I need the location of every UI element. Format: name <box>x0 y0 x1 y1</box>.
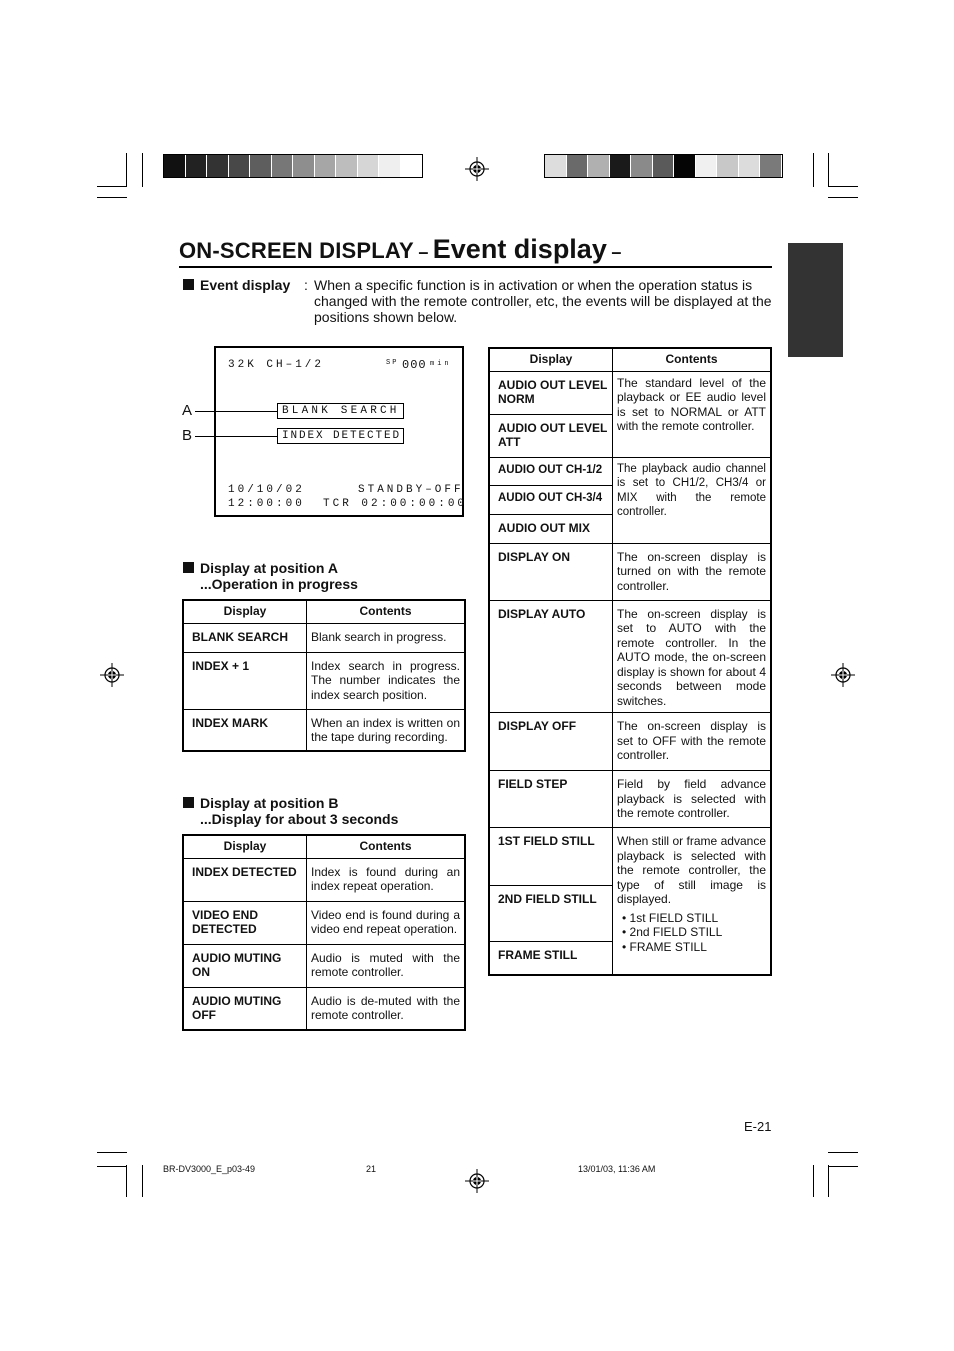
col-contents: Contents <box>307 835 466 858</box>
color-bar-strip-left <box>163 154 423 178</box>
screen-sp: SP <box>386 359 399 367</box>
contents-cell: Index search in progress. The number indicates the index search position. <box>307 652 466 709</box>
square-bullet-icon <box>183 797 194 808</box>
color-bar-swatch <box>315 155 337 177</box>
title-main: ON-SCREEN DISPLAY <box>179 238 414 263</box>
table-header-row <box>489 348 771 371</box>
table-header-row <box>183 600 465 623</box>
page-title <box>179 234 621 265</box>
table-row <box>489 371 771 414</box>
display-cell: 2ND FIELD STILL <box>489 886 613 942</box>
table-row <box>183 858 465 901</box>
leader-line-b <box>195 436 277 437</box>
contents-cell: Video end is found during a video end repeat operation. <box>307 901 466 944</box>
display-cell: DISPLAY AUTO <box>489 600 613 713</box>
display-cell: AUDIO OUT LEVEL NORM <box>489 371 613 414</box>
color-bar-strip-right <box>544 154 783 178</box>
registration-target-icon <box>465 157 489 181</box>
section-b-heading-1: Display at position B <box>200 795 339 811</box>
label-b: B <box>182 427 193 444</box>
section-a-heading-2: ...Operation in progress <box>200 576 358 592</box>
display-cell: INDEX MARK <box>183 709 307 751</box>
color-bar-swatch <box>164 155 186 177</box>
color-bar-swatch <box>588 155 610 177</box>
still-contents-text: When still or frame advance playback is selected with the remote controller, the type of still image is displayed. <box>617 834 766 906</box>
contents-cell <box>613 828 772 975</box>
contents-cell: Audio is muted with the remote controller. <box>307 944 466 987</box>
color-bar-swatch <box>336 155 358 177</box>
event-display-table <box>488 347 772 976</box>
screen-standby: STANDBY–OFF <box>358 484 464 496</box>
section-b-heading-2: ...Display for about 3 seconds <box>200 811 399 827</box>
table-row <box>489 543 771 600</box>
section-a-heading-1: Display at position A <box>200 560 338 576</box>
contents-cell: Audio is de-muted with the remote controller. <box>307 987 466 1030</box>
list-item: • 2nd FIELD STILL <box>622 925 723 939</box>
screen-position-b-box: INDEX DETECTED <box>277 428 404 444</box>
footer-date: 13/01/03, 11:36 AM <box>578 1164 656 1174</box>
col-display: Display <box>183 835 307 858</box>
color-bar-swatch <box>653 155 675 177</box>
contents-cell: Index is found during an index repeat operation. <box>307 858 466 901</box>
title-sub: Event display <box>432 234 607 264</box>
table-row <box>489 457 771 485</box>
contents-cell: The standard level of the playback or EE audio level is set to NORMAL or ATT with the remote controller. <box>613 371 772 457</box>
position-b-table <box>182 834 466 1031</box>
contents-cell: The playback audio channel is set to CH1/2, CH3/4 or MIX with the remote controller. <box>613 457 772 543</box>
screen-tcr: TCR 02:00:00:00 <box>323 498 468 510</box>
color-bar-swatch <box>696 155 718 177</box>
display-cell: INDEX + 1 <box>183 652 307 709</box>
registration-target-icon <box>100 663 124 687</box>
col-contents: Contents <box>307 600 466 623</box>
label-a: A <box>182 402 193 419</box>
section-a-heading <box>183 560 358 592</box>
screen-position-a-box: BLANK SEARCH <box>277 403 404 419</box>
section-tab <box>788 243 843 357</box>
display-cell: AUDIO OUT CH-1/2 <box>489 457 613 485</box>
display-cell: AUDIO OUT LEVEL ATT <box>489 414 613 457</box>
col-display: Display <box>183 600 307 623</box>
color-bar-swatch <box>674 155 696 177</box>
color-bar-swatch <box>631 155 653 177</box>
screen-min: min <box>430 360 452 368</box>
title-underline <box>179 266 772 268</box>
page-number: E-21 <box>744 1119 772 1134</box>
table-row <box>183 623 465 652</box>
display-cell: INDEX DETECTED <box>183 858 307 901</box>
title-dash-left: – <box>418 242 429 262</box>
color-bar-swatch <box>401 155 423 177</box>
intro-colon: : <box>304 277 308 293</box>
display-cell: DISPLAY OFF <box>489 713 613 771</box>
intro-label <box>183 277 290 293</box>
display-cell: 1ST FIELD STILL <box>489 828 613 886</box>
display-cell: VIDEO END DETECTED <box>183 901 307 944</box>
footer-file: BR-DV3000_E_p03-49 <box>163 1164 256 1174</box>
section-b-heading <box>183 795 398 827</box>
color-bar-swatch <box>545 155 567 177</box>
color-bar-swatch <box>207 155 229 177</box>
footer-page: 21 <box>366 1164 377 1174</box>
contents-cell: The on-screen display is set to OFF with the remote controller. <box>613 713 772 771</box>
color-bar-swatch <box>272 155 294 177</box>
title-dash-right: – <box>611 242 622 262</box>
table-row <box>183 652 465 709</box>
still-type-list <box>617 911 766 955</box>
table-row <box>489 713 771 771</box>
color-bar-swatch <box>186 155 208 177</box>
color-bar-swatch <box>739 155 761 177</box>
leader-line-a <box>195 411 277 412</box>
table-row <box>489 771 771 828</box>
color-bar-swatch <box>358 155 380 177</box>
registration-target-icon <box>831 663 855 687</box>
table-row <box>183 709 465 751</box>
col-contents: Contents <box>613 348 772 371</box>
col-display: Display <box>489 348 613 371</box>
color-bar-swatch <box>250 155 272 177</box>
screen-counter: 000 <box>402 358 427 372</box>
contents-cell: When an index is written on the tape during recording. <box>307 709 466 751</box>
contents-cell: The on-screen display is turned on with the remote controller. <box>613 543 772 600</box>
registration-target-icon <box>465 1169 489 1193</box>
color-bar-swatch <box>379 155 401 177</box>
display-cell: AUDIO MUTING ON <box>183 944 307 987</box>
table-row <box>183 901 465 944</box>
display-cell: AUDIO MUTING OFF <box>183 987 307 1030</box>
list-item: • 1st FIELD STILL <box>622 910 719 925</box>
square-bullet-icon <box>183 279 194 290</box>
square-bullet-icon <box>183 562 194 573</box>
list-item: • FRAME STILL <box>622 939 707 954</box>
contents-cell: Blank search in progress. <box>307 623 466 652</box>
display-cell: FIELD STEP <box>489 771 613 828</box>
screen-time: 12:00:00 <box>228 498 305 510</box>
color-bar-swatch <box>760 155 782 177</box>
display-cell: AUDIO OUT MIX <box>489 514 613 543</box>
display-cell: DISPLAY ON <box>489 543 613 600</box>
color-bar-swatch <box>717 155 739 177</box>
display-cell: BLANK SEARCH <box>183 623 307 652</box>
display-cell: AUDIO OUT CH-3/4 <box>489 485 613 514</box>
table-header-row <box>183 835 465 858</box>
color-bar-swatch <box>567 155 589 177</box>
table-row <box>489 828 771 886</box>
color-bar-swatch <box>610 155 632 177</box>
contents-cell: The on-screen display is set to AUTO with the remote controller. In the AUTO mode, the on-screen display is shown for about 4 seconds between mode switches. <box>613 600 772 713</box>
color-bar-swatch <box>229 155 251 177</box>
screen-date: 10/10/02 <box>228 484 305 496</box>
intro-label-text: Event display <box>200 277 291 293</box>
display-cell: FRAME STILL <box>489 942 613 975</box>
screen-top-left: 32K CH–1/2 <box>228 359 325 371</box>
contents-cell: Field by field advance playback is selected with the remote controller. <box>613 771 772 828</box>
table-row <box>183 944 465 987</box>
position-a-table <box>182 599 466 752</box>
table-row <box>183 987 465 1030</box>
table-row <box>489 600 771 713</box>
color-bar-swatch <box>293 155 315 177</box>
intro-text: When a specific function is in activation or when the operation status is changed with the remote controller, etc, the events will be displayed at the positions shown below. <box>314 277 772 325</box>
